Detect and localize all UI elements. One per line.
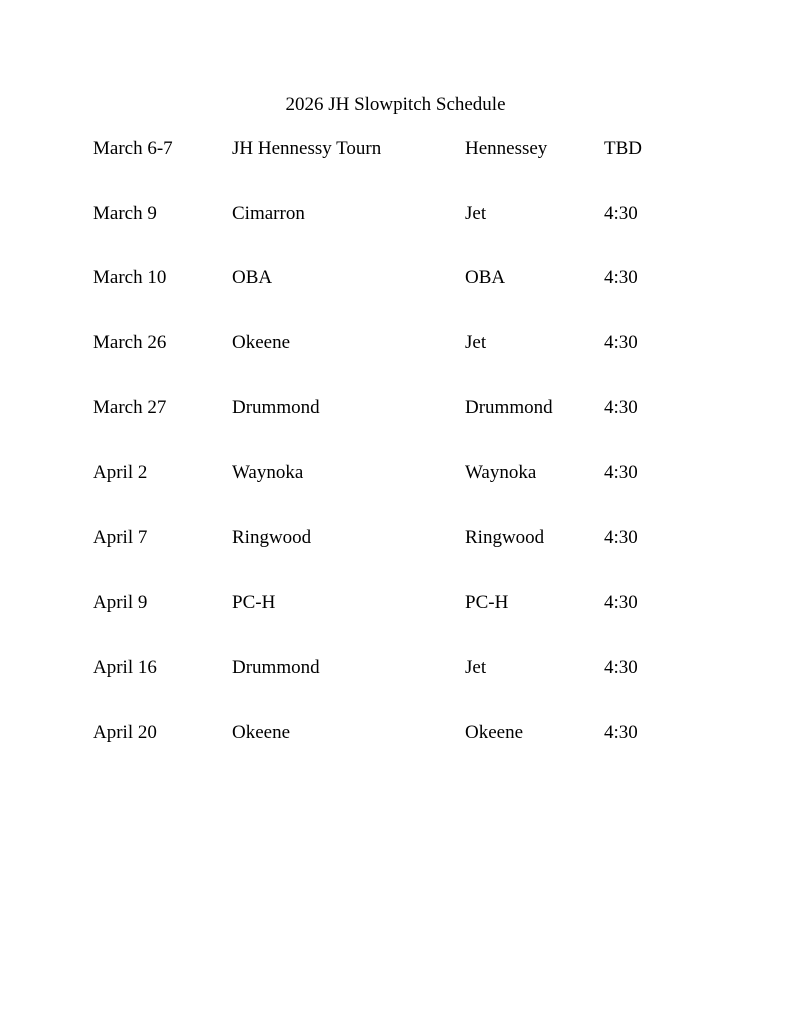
time-cell: 4:30 <box>604 722 638 743</box>
time-cell: TBD <box>604 138 642 159</box>
table-row <box>0 656 791 680</box>
time-cell: 4:30 <box>604 657 638 678</box>
opponent-cell: PC-H <box>232 592 276 613</box>
time-cell: 4:30 <box>604 527 638 548</box>
location-cell: Jet <box>465 332 487 353</box>
table-row <box>0 526 791 550</box>
table-row <box>0 461 791 485</box>
location-cell: Jet <box>465 203 487 224</box>
time-cell: 4:30 <box>604 267 638 288</box>
time-cell: 4:30 <box>604 462 638 483</box>
time-cell: 4:30 <box>604 592 638 613</box>
table-row <box>0 202 791 226</box>
table-row <box>0 396 791 420</box>
table-row <box>0 266 791 290</box>
time-cell: 4:30 <box>604 397 638 418</box>
time-cell: 4:30 <box>604 332 638 353</box>
date-cell: March 27 <box>93 397 167 418</box>
location-cell: Waynoka <box>465 462 537 483</box>
opponent-cell: Cimarron <box>232 203 305 224</box>
table-row <box>0 137 791 161</box>
opponent-cell: Drummond <box>232 657 320 678</box>
location-cell: Ringwood <box>465 527 545 548</box>
table-row <box>0 721 791 745</box>
date-cell: April 2 <box>93 462 148 483</box>
opponent-cell: Ringwood <box>232 527 312 548</box>
location-cell: Drummond <box>465 397 553 418</box>
date-cell: April 20 <box>93 722 157 743</box>
date-cell: March 9 <box>93 203 157 224</box>
opponent-cell: JH Hennessy Tourn <box>232 138 382 159</box>
opponent-cell: Okeene <box>232 722 291 743</box>
date-cell: March 10 <box>93 267 167 288</box>
opponent-cell: Waynoka <box>232 462 304 483</box>
table-row <box>0 591 791 615</box>
location-cell: PC-H <box>465 592 509 613</box>
date-cell: April 9 <box>93 592 148 613</box>
date-cell: March 26 <box>93 332 167 353</box>
opponent-cell: Drummond <box>232 397 320 418</box>
location-cell: Okeene <box>465 722 524 743</box>
time-cell: 4:30 <box>604 203 638 224</box>
location-cell: OBA <box>465 267 506 288</box>
opponent-cell: Okeene <box>232 332 291 353</box>
page-title: 2026 JH Slowpitch Schedule <box>285 94 506 115</box>
date-cell: March 6-7 <box>93 138 173 159</box>
date-cell: April 7 <box>93 527 148 548</box>
location-cell: Jet <box>465 657 487 678</box>
date-cell: April 16 <box>93 657 157 678</box>
location-cell: Hennessey <box>465 138 548 159</box>
table-row <box>0 331 791 355</box>
opponent-cell: OBA <box>232 267 273 288</box>
